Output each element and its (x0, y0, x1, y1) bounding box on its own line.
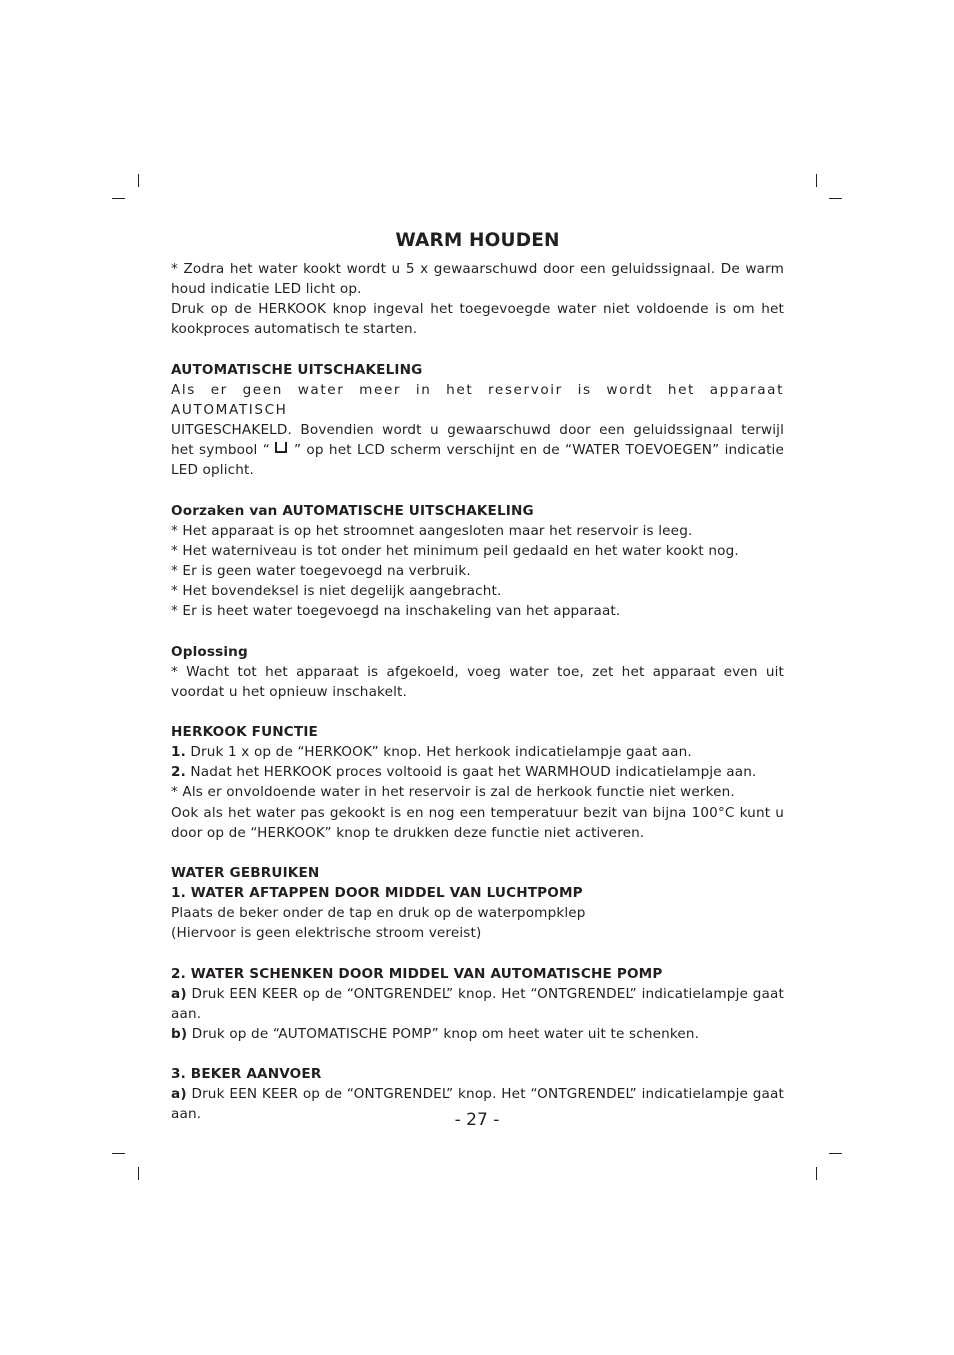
water-use-sub-2-b-text: Druk op de “AUTOMATISCHE POMP” knop om heet water uit te schenken. (187, 1026, 700, 1042)
crop-mark-top-left-vertical (138, 174, 139, 187)
causes-item: * Het apparaat is op het stroomnet aangesloten maar het reservoir is leeg. (171, 522, 693, 539)
water-use-sub-2 (171, 964, 784, 1045)
crop-mark-top-left-horizontal (112, 198, 125, 199)
solution-section (171, 642, 784, 702)
crop-mark-top-right-horizontal (829, 198, 842, 199)
reboil-step-2 (171, 762, 784, 782)
auto-off-section (171, 360, 784, 481)
water-use-sub-1-line-2: (Hiervoor is geen elektrische stroom vereist) (171, 925, 482, 942)
reboil-step-2-number: 2. (171, 764, 186, 781)
empty-reservoir-symbol-icon (273, 442, 291, 455)
crop-mark-bottom-right-horizontal (829, 1153, 842, 1154)
water-use-sub-3-a-label: a) (171, 1086, 187, 1103)
reboil-step-1-text: Druk 1 x op de “HERKOOK” knop. Het herkook indicatielampje gaat aan. (185, 744, 692, 761)
solution-text: * Wacht tot het apparaat is afgekoeld, voeg water toe, zet het apparaat even uit voordat u het opnieuw inschakelt. (171, 663, 784, 700)
water-use-sub-2-a (171, 984, 784, 1024)
reboil-note-2: Ook als het water pas gekookt is en nog een temperatuur bezit van bijna 100°C kunt u door op de “HERKOOK” knop te drukken deze functie niet activeren. (171, 804, 784, 841)
causes-section (171, 501, 784, 622)
auto-off-line-1: Als er geen water meer in het reservoir is wordt het apparaat AUTOMATISCH (171, 381, 784, 418)
intro-section (171, 259, 784, 340)
water-use-sub-2-a-label: a) (171, 985, 187, 1002)
water-use-sub-2-a-text: Druk EEN KEER op de “ONTGRENDEL” knop. Het “ONTGRENDEL” indicatielampje gaat aan. (171, 985, 784, 1022)
causes-item: * Het bovendeksel is niet degelijk aangebracht. (171, 583, 502, 600)
causes-item: * Er is heet water toegevoegd na inschakeling van het apparaat. (171, 603, 621, 620)
water-use-sub-1-line-1: Plaats de beker onder de tap en druk op de waterpompklep (171, 905, 586, 922)
auto-off-line-3-end: ” op het LCD scherm verschijnt en de “WATER TOEVOEGEN” indicatie (293, 442, 784, 459)
causes-item: * Er is geen water toegevoegd na verbruik. (171, 563, 471, 580)
reboil-heading: HERKOOK FUNCTIE (171, 723, 318, 740)
water-use-sub-1-heading: 1. WATER AFTAPPEN DOOR MIDDEL VAN LUCHTPOMP (171, 885, 583, 902)
page-title: WARM HOUDEN (395, 230, 560, 251)
water-use-sub-3-heading: 3. BEKER AANVOER (171, 1066, 322, 1083)
intro-paragraph-2: Druk op de HERKOOK knop ingeval het toegevoegde water niet voldoende is om het kookproces automatisch te starten. (171, 301, 784, 338)
crop-mark-top-right-vertical (816, 174, 817, 187)
reboil-step-2-text: Nadat het HERKOOK proces voltooid is gaat het WARMHOUD indicatielampje aan. (185, 764, 757, 781)
auto-off-heading: AUTOMATISCHE UITSCHAKELING (171, 361, 423, 378)
auto-off-line-2: UITGESCHAKELD. Bovendien wordt u gewaarschuwd door een geluidssignaal terwijl (171, 422, 784, 439)
water-use-sub-2-heading: 2. WATER SCHENKEN DOOR MIDDEL VAN AUTOMATISCHE POMP (171, 965, 663, 982)
crop-mark-bottom-left-horizontal (112, 1153, 125, 1154)
water-use-heading: WATER GEBRUIKEN (171, 864, 320, 881)
page-number: - 27 - (454, 1110, 500, 1130)
reboil-step-1 (171, 742, 784, 762)
causes-item: * Het waterniveau is tot onder het minimum peil gedaald en het water kookt nog. (171, 542, 739, 559)
water-use-sub-3-a-text: Druk EEN KEER op de “ONTGRENDEL” knop. Het “ONTGRENDEL” indicatielampje gaat aan. (171, 1086, 784, 1123)
reboil-note-1: * Als er onvoldoende water in het reservoir is zal de herkook functie niet werken. (171, 784, 735, 801)
auto-off-line-3-start: het symbool “ (171, 442, 270, 459)
water-use-section (171, 863, 784, 1125)
auto-off-line-3 (171, 440, 784, 460)
water-use-sub-2-b-label: b) (171, 1026, 188, 1042)
solution-heading: Oplossing (171, 643, 248, 660)
page-content (171, 229, 784, 1125)
crop-mark-bottom-right-vertical (816, 1167, 817, 1180)
reboil-step-1-number: 1. (171, 744, 186, 761)
water-use-sub-2-b (171, 1024, 784, 1044)
reboil-section (171, 722, 784, 843)
crop-mark-bottom-left-vertical (138, 1167, 139, 1180)
intro-paragraph-1: * Zodra het water kookt wordt u 5 x gewaarschuwd door een geluidssignaal. De warm houd indicatie LED licht op. (171, 261, 784, 298)
causes-heading: Oorzaken van AUTOMATISCHE UITSCHAKELING (171, 502, 534, 519)
auto-off-line-4: LED oplicht. (171, 462, 254, 479)
